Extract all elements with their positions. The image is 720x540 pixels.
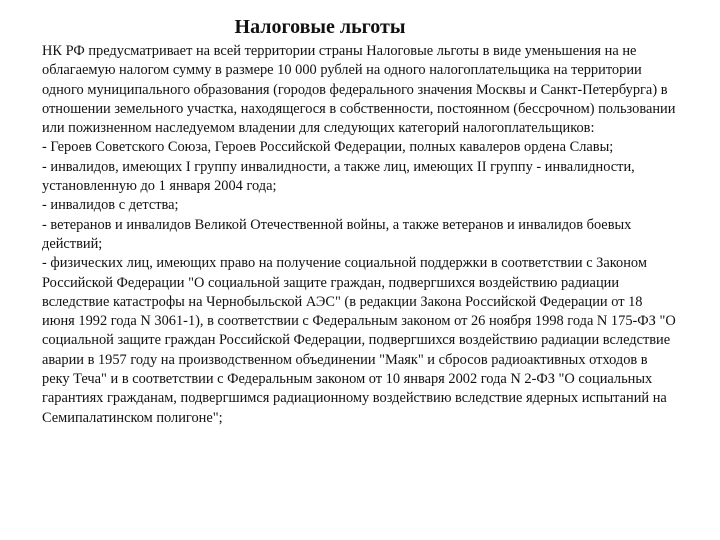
list-item: - инвалидов, имеющих I группу инвалидности, а также лиц, имеющих II группу - инвалидности, установленную до 1 января 2004 года;: [42, 158, 635, 195]
slide-body: [42, 42, 678, 428]
slide-title: Налоговые льготы: [234, 16, 406, 38]
list-item: - Героев Советского Союза, Героев Российской Федерации, полных кавалеров ордена Славы;: [42, 139, 614, 156]
intro-paragraph: НК РФ предусматривает на всей территории страны Налоговые льготы в виде уменьшения на не облагаемую налогом сумму в размере 10 000 рублей на одного налогоплательщика на территории одного муниципального образования (городов федерального значения Москвы и Санкт-Петербурга) в отношении земельного участка, находящегося в собственности, постоянном (бессрочном) пользовании или пожизненном наследуемом владении для следующих категорий налогоплательщиков:: [42, 43, 676, 137]
list-item: - ветеранов и инвалидов Великой Отечественной войны, а также ветеранов и инвалидов боевых действий;: [42, 216, 632, 252]
list-item: - физических лиц, имеющих право на получение социальной поддержки в соответствии с Законом Российской Федерации "О социальной защите граждан, подвергшихся воздействию радиации вследствие катастрофы на Чернобыльской АЭС" (в редакции Закона Российской Федерации от 18 июня 1992 года N 3061-1), в соответствии с Федеральным законом от 26 ноября 1998 года N 175-ФЗ "О социальной защите граждан Российской Федерации, подвергшихся воздействию радиации вследствие аварии в 1957 году на производственном объединении "Маяк" и сбросов радиоактивных отходов в реку Теча" и в соответствии с Федеральным законом от 10 января 2002 года N 2-ФЗ "О социальных гарантиях гражданам, подвергшимся радиационному воздействию вследствие ядерных испытаний на Семипалатинском полигоне";: [42, 255, 676, 426]
list-item: - инвалидов с детства;: [42, 197, 179, 214]
